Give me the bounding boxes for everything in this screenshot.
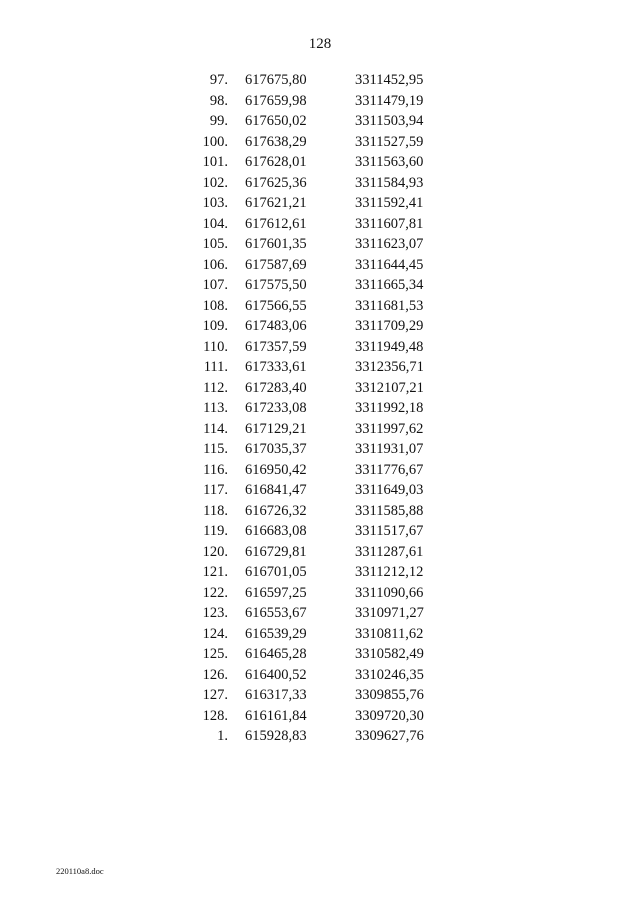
y-coordinate: 3311623,07 <box>355 236 424 252</box>
table-row <box>0 542 640 563</box>
page-number: 128 <box>308 36 332 52</box>
x-coordinate: 617587,69 <box>245 256 307 273</box>
row-number: 116. <box>203 461 228 478</box>
x-coordinate: 617628,01 <box>245 154 307 170</box>
row-number: 104. <box>202 215 228 232</box>
row-number: 120. <box>202 543 228 560</box>
x-coordinate: 617612,61 <box>245 215 307 232</box>
y-coordinate: 3311479,19 <box>355 92 424 109</box>
x-coordinate: 616597,25 <box>245 584 307 601</box>
table-row <box>0 255 640 276</box>
row-number: 125. <box>202 646 228 662</box>
row-number: 118. <box>203 502 228 519</box>
row-number: 98. <box>209 92 228 109</box>
x-coordinate: 617483,06 <box>245 318 307 334</box>
y-coordinate: 3311585,88 <box>355 502 424 519</box>
table-row <box>0 419 640 440</box>
y-coordinate: 3311681,53 <box>355 297 424 314</box>
row-number: 114. <box>203 420 228 437</box>
x-coordinate: 616729,81 <box>245 543 307 560</box>
row-number: 115. <box>203 441 228 457</box>
table-row <box>0 603 640 624</box>
y-coordinate: 3311212,12 <box>355 564 424 580</box>
table-row <box>0 706 640 727</box>
table-row <box>0 562 640 583</box>
x-coordinate: 617650,02 <box>245 113 307 129</box>
x-coordinate: 616683,08 <box>245 523 307 539</box>
x-coordinate: 617233,08 <box>245 400 307 416</box>
table-row <box>0 91 640 112</box>
x-coordinate: 617129,21 <box>245 420 307 437</box>
row-number: 102. <box>202 174 228 191</box>
table-row <box>0 665 640 686</box>
x-coordinate: 615928,83 <box>245 728 307 744</box>
table-row <box>0 378 640 399</box>
table-row <box>0 275 640 296</box>
y-coordinate: 3311644,45 <box>355 256 424 273</box>
row-number: 126. <box>202 666 228 683</box>
row-number: 97. <box>209 72 228 88</box>
row-number: 100. <box>202 133 228 150</box>
x-coordinate: 616841,47 <box>245 482 307 498</box>
row-number: 117. <box>203 482 228 498</box>
table-row <box>0 644 640 665</box>
x-coordinate: 616539,29 <box>245 625 307 642</box>
x-coordinate: 616701,05 <box>245 564 307 580</box>
x-coordinate: 616950,42 <box>245 461 307 478</box>
table-row <box>0 480 640 501</box>
x-coordinate: 616553,67 <box>245 605 307 621</box>
footer-filename: 220110a8.doc <box>56 866 104 876</box>
row-number: 107. <box>202 277 228 293</box>
y-coordinate: 3311649,03 <box>355 482 424 498</box>
x-coordinate: 617601,35 <box>245 236 307 252</box>
y-coordinate: 3311607,81 <box>355 215 424 232</box>
x-coordinate: 616726,32 <box>245 502 307 519</box>
y-coordinate: 3311287,61 <box>355 543 424 560</box>
row-number: 99. <box>209 113 228 129</box>
y-coordinate: 3311992,18 <box>355 400 424 416</box>
y-coordinate: 3312107,21 <box>355 379 424 396</box>
x-coordinate: 617333,61 <box>245 359 307 375</box>
row-number: 108. <box>202 297 228 314</box>
row-number: 127. <box>202 687 228 703</box>
table-row <box>0 685 640 706</box>
x-coordinate: 616317,33 <box>245 687 307 703</box>
row-number: 106. <box>202 256 228 273</box>
table-row <box>0 439 640 460</box>
table-row <box>0 521 640 542</box>
y-coordinate: 3311563,60 <box>355 154 424 170</box>
x-coordinate: 617638,29 <box>245 133 307 150</box>
row-number: 119. <box>203 523 228 539</box>
row-number: 122. <box>202 584 228 601</box>
table-row <box>0 316 640 337</box>
x-coordinate: 617357,59 <box>245 338 307 355</box>
table-row <box>0 214 640 235</box>
y-coordinate: 3311931,07 <box>355 441 424 457</box>
x-coordinate: 617575,50 <box>245 277 307 293</box>
table-row <box>0 501 640 522</box>
table-row <box>0 132 640 153</box>
y-coordinate: 3311517,67 <box>355 523 424 539</box>
table-row <box>0 111 640 132</box>
y-coordinate: 3310811,62 <box>355 625 424 642</box>
table-row <box>0 357 640 378</box>
x-coordinate: 616465,28 <box>245 646 307 662</box>
row-number: 110. <box>203 338 228 355</box>
coordinates-table <box>0 70 640 747</box>
y-coordinate: 3309720,30 <box>355 707 424 724</box>
y-coordinate: 3310971,27 <box>355 605 424 621</box>
y-coordinate: 3312356,71 <box>355 359 424 375</box>
y-coordinate: 3311665,34 <box>355 277 424 293</box>
row-number: 105. <box>202 236 228 252</box>
row-number: 121. <box>202 564 228 580</box>
y-coordinate: 3311090,66 <box>355 584 424 601</box>
y-coordinate: 3311584,93 <box>355 174 424 191</box>
row-number: 111. <box>203 359 228 375</box>
y-coordinate: 3311709,29 <box>355 318 424 334</box>
y-coordinate: 3310246,35 <box>355 666 424 683</box>
table-row <box>0 70 640 91</box>
x-coordinate: 617675,80 <box>245 72 307 88</box>
row-number: 103. <box>202 195 228 211</box>
table-row <box>0 460 640 481</box>
x-coordinate: 617659,98 <box>245 92 307 109</box>
y-coordinate: 3311527,59 <box>355 133 424 150</box>
x-coordinate: 617566,55 <box>245 297 307 314</box>
row-number: 124. <box>202 625 228 642</box>
table-row <box>0 234 640 255</box>
x-coordinate: 617283,40 <box>245 379 307 396</box>
y-coordinate: 3311452,95 <box>355 72 424 88</box>
x-coordinate: 617035,37 <box>245 441 307 457</box>
table-row <box>0 337 640 358</box>
y-coordinate: 3309627,76 <box>355 728 424 744</box>
table-row <box>0 398 640 419</box>
y-coordinate: 3311776,67 <box>355 461 424 478</box>
row-number: 112. <box>203 379 228 396</box>
row-number: 1. <box>217 728 228 744</box>
y-coordinate: 3311592,41 <box>355 195 424 211</box>
x-coordinate: 617625,36 <box>245 174 307 191</box>
y-coordinate: 3310582,49 <box>355 646 424 662</box>
row-number: 101. <box>202 154 228 170</box>
y-coordinate: 3311503,94 <box>355 113 424 129</box>
x-coordinate: 616400,52 <box>245 666 307 683</box>
table-row <box>0 296 640 317</box>
x-coordinate: 616161,84 <box>245 707 307 724</box>
table-row <box>0 193 640 214</box>
table-row <box>0 624 640 645</box>
row-number: 123. <box>202 605 228 621</box>
y-coordinate: 3309855,76 <box>355 687 424 703</box>
table-row <box>0 173 640 194</box>
table-row <box>0 152 640 173</box>
table-row <box>0 583 640 604</box>
x-coordinate: 617621,21 <box>245 195 307 211</box>
row-number: 128. <box>202 707 228 724</box>
row-number: 109. <box>202 318 228 334</box>
y-coordinate: 3311949,48 <box>355 338 424 355</box>
y-coordinate: 3311997,62 <box>355 420 424 437</box>
table-row <box>0 726 640 747</box>
row-number: 113. <box>203 400 228 416</box>
